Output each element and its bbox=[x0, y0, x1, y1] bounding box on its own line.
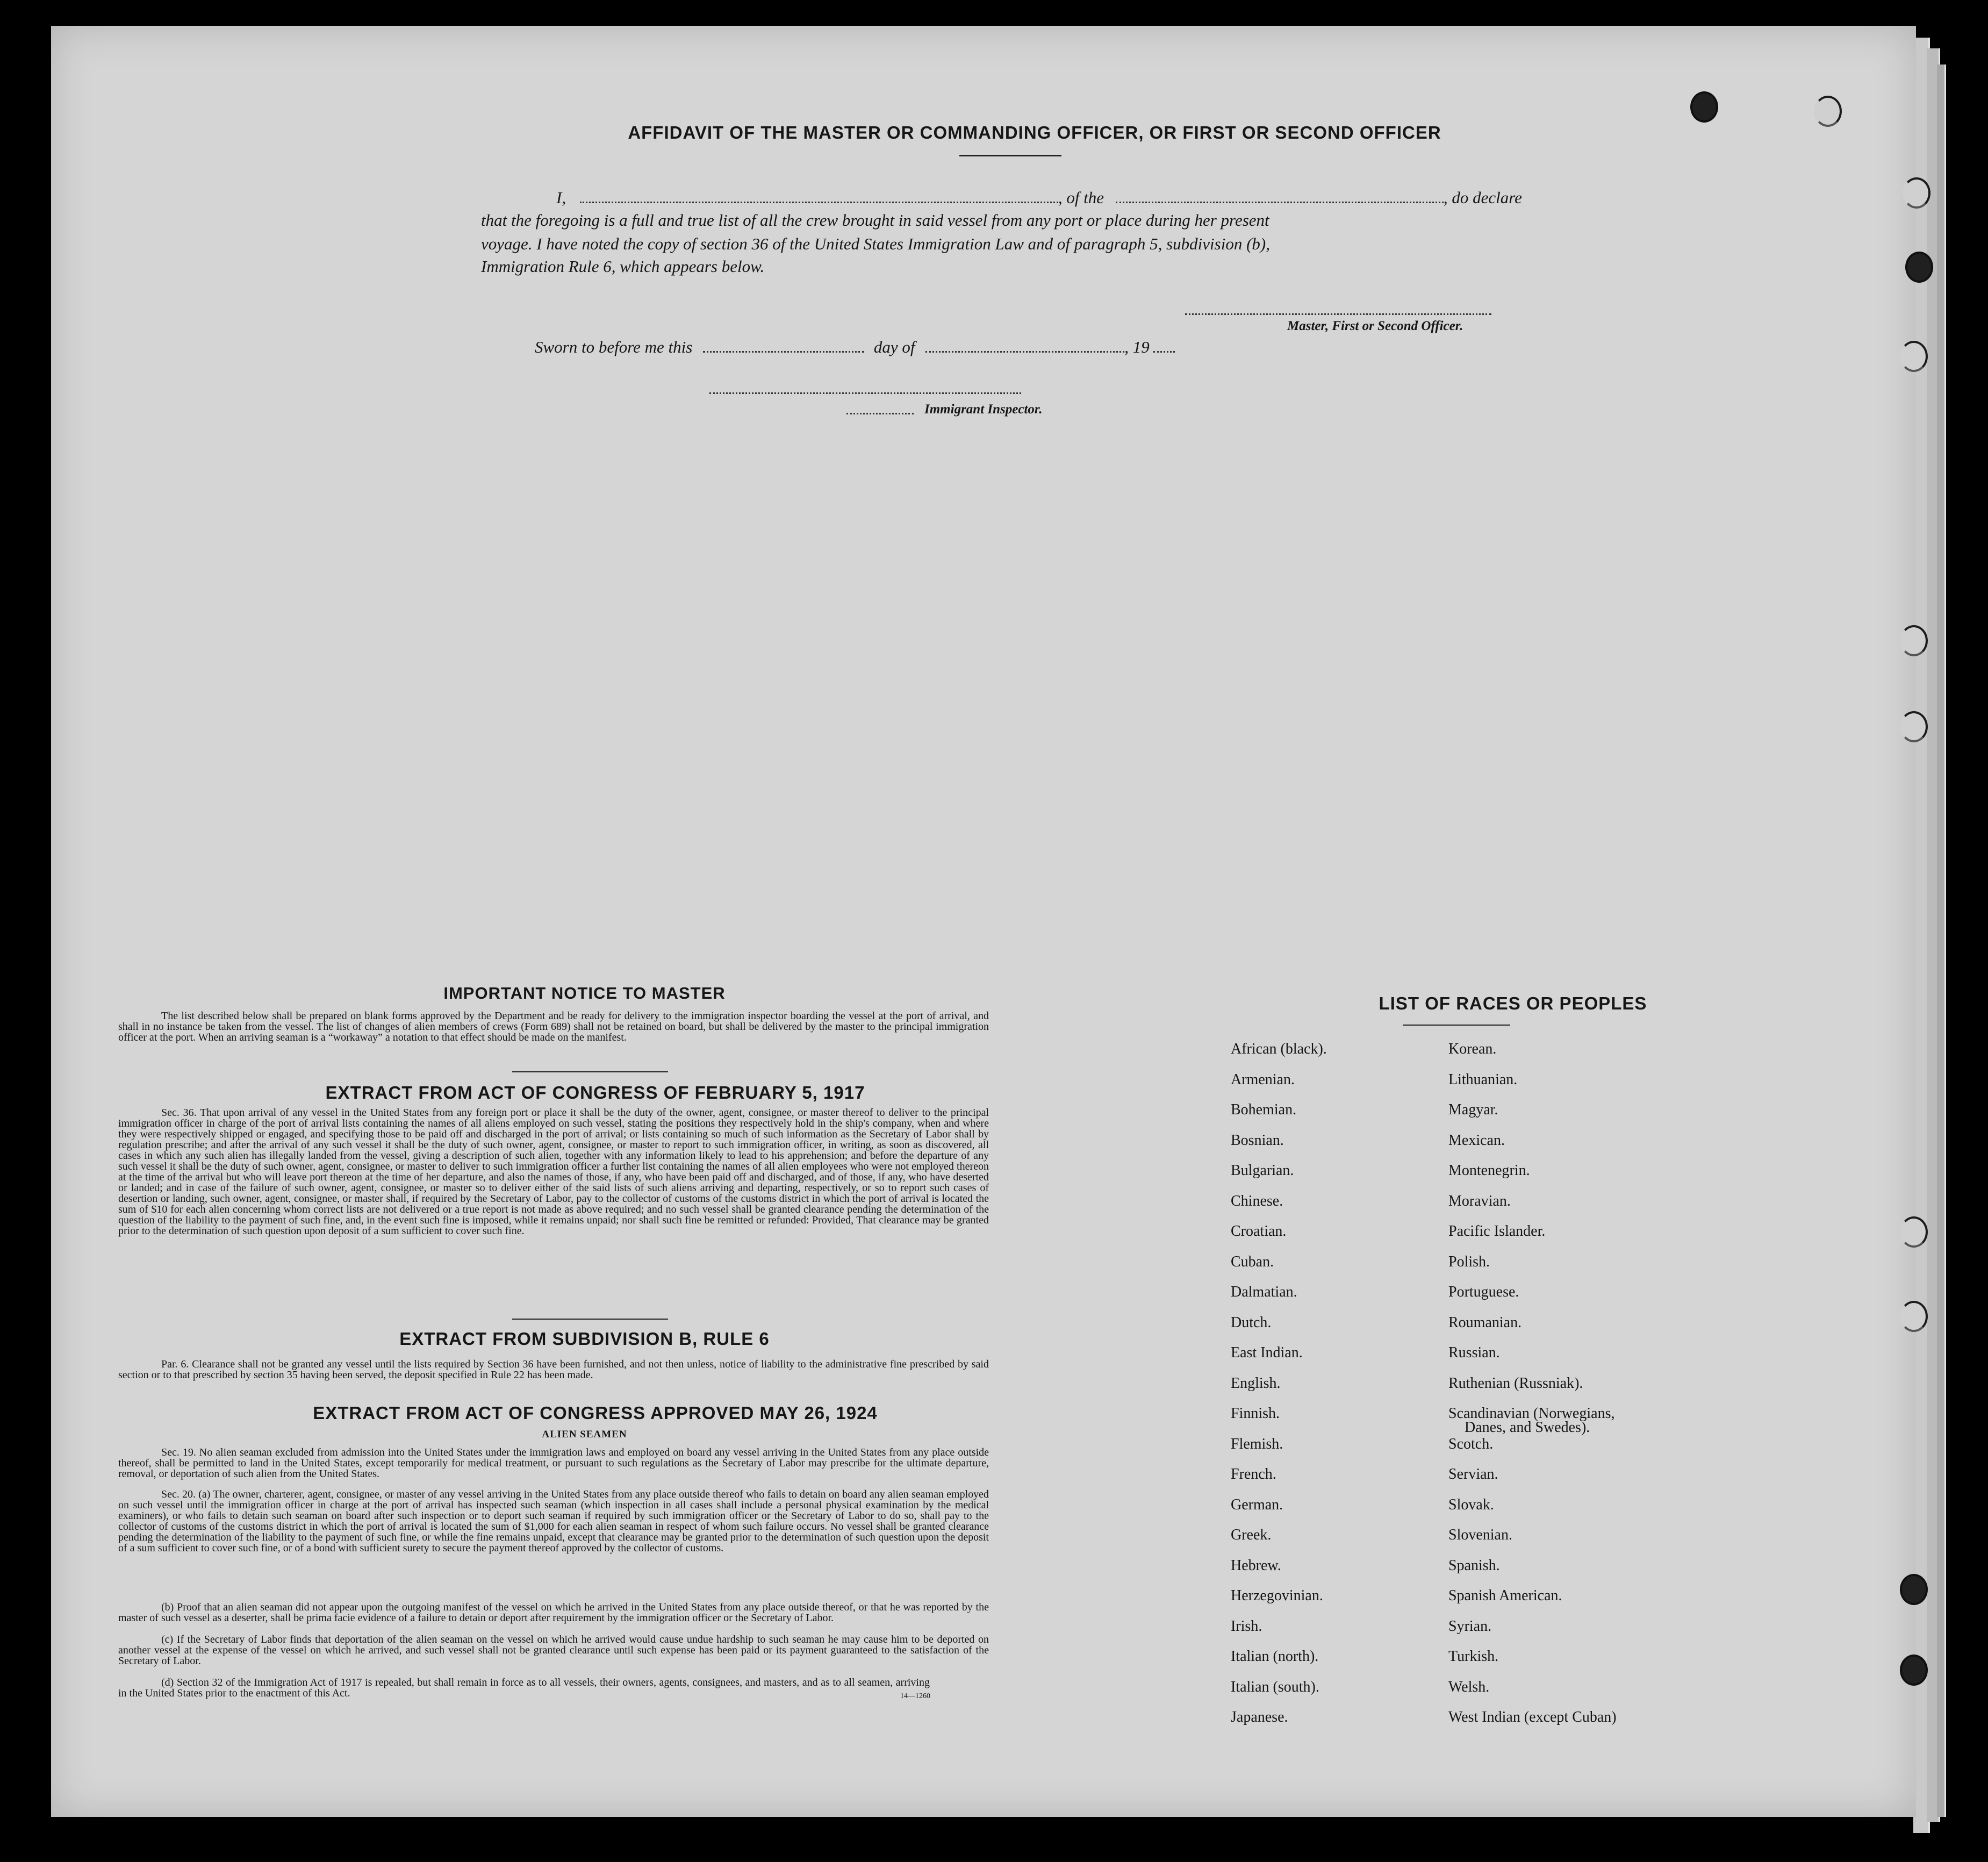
race-item: Italian (south). bbox=[1231, 1678, 1319, 1695]
of-the-label: , of the bbox=[1058, 188, 1104, 207]
race-item: Hebrew. bbox=[1231, 1557, 1281, 1574]
race-item: Roumanian. bbox=[1448, 1314, 1522, 1331]
rule-6-title: EXTRACT FROM SUBDIVISION B, RULE 6 bbox=[399, 1329, 770, 1349]
race-item: Portuguese. bbox=[1448, 1284, 1519, 1300]
race-item: Bulgarian. bbox=[1231, 1162, 1294, 1179]
punch-hole-icon bbox=[1900, 1655, 1928, 1686]
race-item: Chinese. bbox=[1231, 1192, 1283, 1209]
section-divider bbox=[512, 1319, 668, 1320]
race-item: Herzegovinian. bbox=[1231, 1587, 1323, 1604]
races-column-1 bbox=[1231, 1042, 1446, 1741]
form-number: 14—1260 bbox=[900, 1692, 930, 1700]
race-item: Japanese. bbox=[1231, 1709, 1288, 1725]
master-signature-field[interactable] bbox=[1185, 313, 1491, 315]
race-item: Cuban. bbox=[1231, 1253, 1274, 1270]
race-item: Slovak. bbox=[1448, 1496, 1494, 1513]
punch-hole-icon bbox=[1814, 96, 1842, 127]
race-item: English. bbox=[1231, 1374, 1281, 1392]
race-item: Lithuanian. bbox=[1448, 1071, 1518, 1088]
year-prefix-label: , 19 bbox=[1124, 338, 1150, 356]
punch-hole-icon bbox=[1900, 1301, 1928, 1332]
race-item: Syrian. bbox=[1448, 1617, 1492, 1635]
affidavit-title: AFFIDAVIT OF THE MASTER OR COMMANDING OFFICER, OR FIRST OR SECOND OFFICER bbox=[628, 123, 1441, 142]
race-item-line-2: Danes, and Swedes). bbox=[1465, 1419, 1590, 1436]
race-item: Pacific Islander. bbox=[1448, 1223, 1546, 1240]
race-item: Slovenian. bbox=[1448, 1527, 1512, 1543]
sec-20c-body: (c) If the Secretary of Labor finds that deportation of the alien seaman on the vessel on which he arrived would cause undue hardship to such seaman he may cause him to be deported on another vessel at the expense of the vessel on which he arrived, and such vessel shall not be granted clearance until such expense has been paid or its payment guaranteed to the satisfaction of the Secretary of Labor. bbox=[118, 1634, 989, 1667]
race-item: Greek. bbox=[1231, 1527, 1272, 1543]
affidavit-line-2: that the foregoing is a full and true list of all the crew brought in said vessel from any port or place during her present bbox=[481, 211, 1269, 230]
race-item-scandinavian bbox=[1448, 1406, 1728, 1437]
document-page bbox=[51, 26, 1916, 1817]
do-declare-label: , do declare bbox=[1443, 188, 1522, 207]
punch-hole-icon bbox=[1900, 625, 1928, 656]
race-item: Dutch. bbox=[1231, 1314, 1272, 1331]
punch-hole-icon bbox=[1905, 252, 1933, 283]
race-item: Armenian. bbox=[1231, 1071, 1295, 1088]
race-item: Scotch. bbox=[1448, 1435, 1494, 1452]
punch-hole-icon bbox=[1900, 1574, 1928, 1605]
inspector-caption: Immigrant Inspector. bbox=[924, 402, 1043, 417]
page-edge bbox=[1937, 65, 1946, 1817]
race-item: Croatian. bbox=[1231, 1223, 1287, 1240]
sec-19-body: Sec. 19. No alien seaman excluded from admission into the United States under the immigration laws and employed on board any vessel arriving in the United States from any place outside thereof, shall be permitted to land in the United States, except temporarily for medical treatment, or pursuant to such regulations as the Secretary of Labor may prescribe for the ultimate departure, removal, or deportation of such alien from the United States. bbox=[118, 1446, 989, 1480]
race-item: Italian (north). bbox=[1231, 1648, 1319, 1665]
extract-1917-body: Sec. 36. That upon arrival of any vessel in the United States from any foreign port or place it shall be the duty of the owner, agent, consignee, or master thereof to deliver to the principal immigration officer in charge of the port of arrival lists containing the names of all aliens employed on such vessel, stating the positions they respectively hold in the ship's company, when and where they were respectively shipped or engaged, and specifying those to be paid off and discharged in the port of arrival; or lists containing so much of such information as the Secretary of Labor shall by regulation prescribe; and after the arrival of any such vessel it shall be the duty of such owner, agent, consignee, or master to report to such immigration officer, in writing, as soon as discovered, all cases in which any such alien has illegally landed from the vessel, giving a description of such alien, together with any information likely to lead to his apprehension; and before the departure of any such vessel it shall be the duty of such owner, agent, consignee, or master to deliver to such immigration officer a further list containing the names of all alien employees who were not employed thereon at the time of the arrival but who will leave port thereon at the time of her departure, and also the names of those, if any, who have been paid off and discharged, and of those, if any, who have deserted or landed; and in case of the failure of such owner, agent, consignee, or master so to deliver either of the said lists of such aliens arriving and departing, respectively, or so to report such cases of desertion or landing, such owner, agent, consignee, or master shall, if required by the Secretary of Labor, pay to the collector of customs of the customs district in which the port of arrival is located the sum of $10 for each alien concerning whom correct lists are not delivered or a true report is not made as above required; and no such vessel shall be granted clearance pending the determination of the question of the liability to the payment of such fine, and, in the event such fine is imposed, while it remains unpaid; nor shall such fine be remitted or refunded: Provided, That clearance may be granted prior to the determination of such question upon deposit of a sum sufficient to cover such fine. bbox=[118, 1107, 989, 1237]
race-item: Spanish. bbox=[1448, 1557, 1500, 1574]
race-item: African (black). bbox=[1231, 1041, 1327, 1057]
alien-seamen-subtitle: ALIEN SEAMEN bbox=[542, 1429, 627, 1440]
punch-hole-icon bbox=[1690, 91, 1718, 123]
master-signature-caption: Master, First or Second Officer. bbox=[1287, 319, 1463, 333]
punch-hole-icon bbox=[1903, 177, 1930, 209]
race-item: German. bbox=[1231, 1496, 1283, 1513]
race-item: Spanish American. bbox=[1448, 1587, 1562, 1604]
race-item: East Indian. bbox=[1231, 1344, 1303, 1361]
extract-1924-title: EXTRACT FROM ACT OF CONGRESS APPROVED MAY 26, 1924 bbox=[313, 1403, 878, 1423]
race-item: Russian. bbox=[1448, 1344, 1500, 1361]
race-item: Korean. bbox=[1448, 1041, 1497, 1057]
races-column-2 bbox=[1448, 1042, 1728, 1741]
races-title-underline bbox=[1403, 1025, 1510, 1026]
race-item: Turkish. bbox=[1448, 1648, 1499, 1665]
sworn-month-field[interactable] bbox=[925, 351, 1124, 353]
race-item: Finnish. bbox=[1231, 1405, 1280, 1422]
race-item: French. bbox=[1231, 1466, 1276, 1483]
rule-6-body: Par. 6. Clearance shall not be granted any vessel until the lists required by Section 36 have been furnished, and not then unless, notice of liability to the administrative fine prescribed by said section or to that prescribed by section 35 having been served, the deposit specified in Rule 22 has been made. bbox=[118, 1358, 989, 1381]
race-item: Montenegrin. bbox=[1448, 1162, 1530, 1179]
affidavit-line-3: voyage. I have noted the copy of section 36 of the United States Immigration Law and of paragraph 5, subdivision (b), bbox=[481, 234, 1270, 253]
notice-body: The list described below shall be prepared on blank forms approved by the Department and be ready for delivery to the immigration inspector boarding the vessel at the port of arrival, and shall in no instance be taken from the vessel. The list of changes of alien members of crews (Form 689) shall not be retained on board, but shall be delivered by the master to the principal immigration officer at the port. When an arriving seaman is a “workaway” a notation to that effect should be made on the manifest. bbox=[118, 1010, 989, 1043]
punch-hole-icon bbox=[1900, 711, 1928, 742]
race-item: Mexican. bbox=[1448, 1131, 1505, 1149]
inspector-signature-field[interactable] bbox=[709, 392, 1021, 394]
race-item: Ruthenian (Russniak). bbox=[1448, 1374, 1583, 1392]
race-item: Servian. bbox=[1448, 1466, 1498, 1483]
section-divider bbox=[512, 1071, 668, 1072]
i-label: I, bbox=[556, 188, 566, 207]
race-item: Irish. bbox=[1231, 1617, 1262, 1635]
sworn-year-field[interactable] bbox=[1153, 351, 1175, 353]
race-item: Moravian. bbox=[1448, 1192, 1511, 1209]
extract-1917-title: EXTRACT FROM ACT OF CONGRESS OF FEBRUARY 5, 1917 bbox=[325, 1083, 865, 1102]
master-name-field[interactable] bbox=[580, 202, 1058, 203]
inspector-prefix-field[interactable] bbox=[846, 413, 914, 414]
title-underline bbox=[959, 155, 1061, 156]
sec-20b-body: (b) Proof that an alien seaman did not appear upon the outgoing manifest of the vessel on which he arrived in the United States from any place outside thereof, or that he was reported by the master of such vessel as a deserter, shall be prima facie evidence of a failure to detain or deport after requirement by the immigration officer or the Secretary of Labor. bbox=[118, 1601, 989, 1624]
races-title: LIST OF RACES OR PEOPLES bbox=[1379, 993, 1647, 1013]
day-of-label: day of bbox=[873, 338, 915, 356]
vessel-name-field[interactable] bbox=[1116, 202, 1444, 203]
race-item: Bohemian. bbox=[1231, 1101, 1297, 1118]
sec-20a-body: Sec. 20. (a) The owner, charterer, agent, consignee, or master of any vessel arriving in the United States from any place outside thereof who fails to detain on board any alien seaman employed on such vessel until the immigration officer in charge at the port of arrival has inspected such seaman (which inspection in all cases shall include a personal physical examination by the medical examiners), or who fails to detain such seaman on board after such inspection or to deport such seaman if required by such immigration officer or the Secretary of Labor to do so, shall pay to the collector of customs of the customs district in which the port of arrival is located the sum of $1,000 for each alien seaman in respect of whom such failure occurs. No vessel shall be granted clearance pending the determination of the liability to the payment of such fine, or while the fine remains unpaid, except that clearance may be granted prior to the determination of such question upon the deposit of a sum sufficient to cover such fine, or of a bond with sufficient surety to secure the payment thereof approved by the collector of customs. bbox=[118, 1488, 989, 1554]
race-item: West Indian (except Cuban) bbox=[1448, 1709, 1617, 1725]
sworn-line bbox=[535, 338, 1175, 357]
race-item: Polish. bbox=[1448, 1253, 1490, 1270]
punch-hole-icon bbox=[1900, 341, 1928, 372]
sworn-day-field[interactable] bbox=[703, 351, 864, 353]
race-item: Dalmatian. bbox=[1231, 1284, 1297, 1300]
race-item: Magyar. bbox=[1448, 1101, 1498, 1118]
sworn-label: Sworn to before me this bbox=[535, 338, 693, 356]
race-item: Flemish. bbox=[1231, 1435, 1283, 1452]
race-item-line-1: Scandinavian (Norwegians, bbox=[1448, 1405, 1615, 1422]
sec-20d-body: (d) Section 32 of the Immigration Act of 1917 is repealed, but shall remain in force as to all vessels, their owners, agents, consignees, and masters, and as to all seamen, arriving in the United States prior to the enactment of this Act. bbox=[118, 1677, 930, 1699]
notice-title: IMPORTANT NOTICE TO MASTER bbox=[443, 984, 726, 1002]
race-item: Welsh. bbox=[1448, 1678, 1490, 1695]
punch-hole-icon bbox=[1900, 1216, 1928, 1248]
race-item: Bosnian. bbox=[1231, 1131, 1284, 1149]
affidavit-line-1 bbox=[535, 188, 1522, 207]
affidavit-line-4: Immigration Rule 6, which appears below. bbox=[481, 257, 765, 276]
